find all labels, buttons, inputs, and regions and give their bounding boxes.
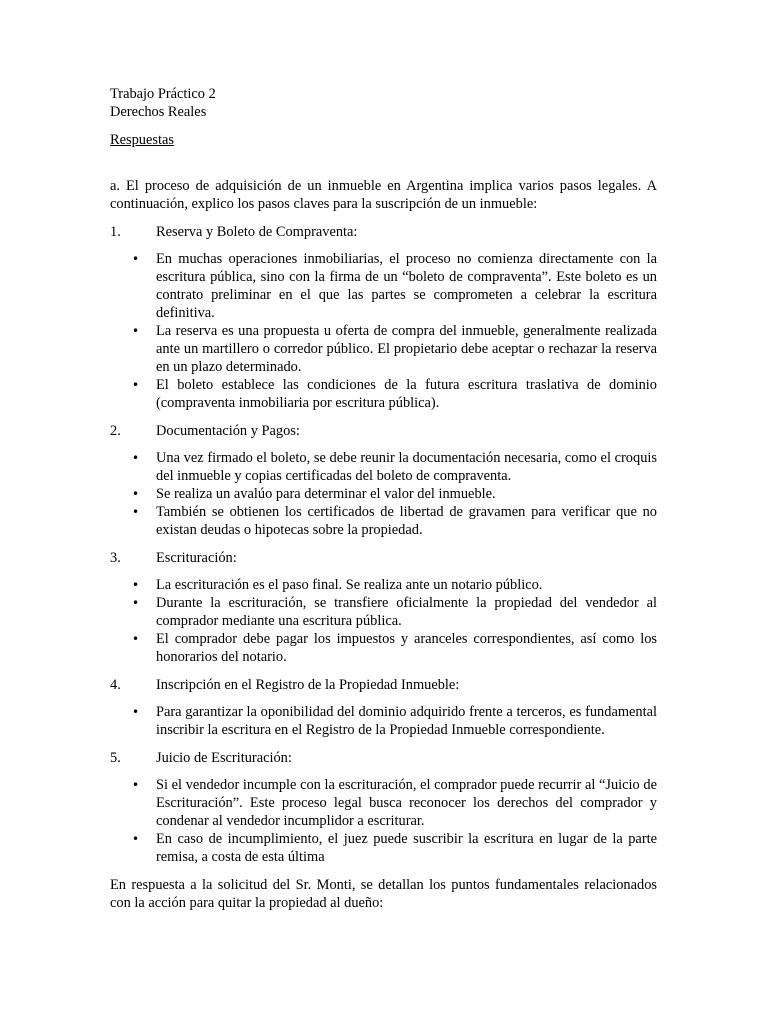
bullet-text: La escrituración es el paso final. Se realiza ante un notario público. (156, 577, 543, 593)
step-heading (110, 676, 657, 694)
bullet-icon: • (132, 832, 140, 846)
bullet-text: Se realiza un avalúo para determinar el valor del inmueble. (156, 486, 496, 502)
bullet-text: Durante la escrituración, se transfiere oficialmente la propiedad del vendedor al comprador mediante una escritura pública. (156, 595, 657, 629)
step-bullet-list (110, 776, 657, 866)
document-body (110, 85, 657, 912)
bullet-icon: • (132, 778, 140, 792)
step-heading (110, 549, 657, 567)
list-item (110, 703, 657, 739)
responses-heading: Respuestas (110, 132, 174, 148)
bullet-icon: • (132, 596, 140, 610)
bullet-icon: • (132, 487, 140, 501)
list-item (110, 503, 657, 539)
step-title: Escrituración: (156, 550, 237, 566)
list-item (110, 322, 657, 376)
list-item (110, 449, 657, 485)
step-number: 2. (110, 423, 121, 439)
bullet-text: El comprador debe pagar los impuestos y aranceles correspondientes, así como los honorarios del notario. (156, 631, 657, 665)
step-section (110, 749, 657, 866)
document-subject: Derechos Reales (110, 104, 207, 120)
step-title: Juicio de Escrituración: (156, 750, 292, 766)
list-item (110, 576, 657, 594)
bullet-icon: • (132, 324, 140, 338)
step-title: Documentación y Pagos: (156, 423, 300, 439)
step-bullet-list (110, 576, 657, 666)
list-item (110, 776, 657, 830)
closing-paragraph: En respuesta a la solicitud del Sr. Monti, se detallan los puntos fundamentales relacionados con la acción para quitar la propiedad al dueño: (110, 877, 657, 911)
step-number: 1. (110, 224, 121, 240)
bullet-text: También se obtienen los certificados de libertad de gravamen para verificar que no existan deudas o hipotecas sobre la propiedad. (156, 504, 657, 538)
bullet-icon: • (132, 705, 140, 719)
step-section (110, 549, 657, 666)
bullet-text: Una vez firmado el boleto, se debe reunir la documentación necesaria, como el croquis del inmueble y copias certificadas del boleto de compraventa. (156, 450, 657, 484)
bullet-text: En muchas operaciones inmobiliarias, el proceso no comienza directamente con la escritura pública, sino con la firma de un “boleto de compraventa”. Este boleto es un contrato preliminar en el que las partes se comprometen a celebrar la escritura definitiva. (156, 251, 657, 321)
list-item (110, 485, 657, 503)
step-bullet-list (110, 449, 657, 539)
bullet-icon: • (132, 451, 140, 465)
bullet-icon: • (132, 378, 140, 392)
step-section (110, 223, 657, 412)
step-number: 5. (110, 750, 121, 766)
document-title: Trabajo Práctico 2 (110, 86, 216, 102)
step-bullet-list (110, 703, 657, 739)
step-bullet-list (110, 250, 657, 412)
list-item (110, 250, 657, 322)
bullet-text: Para garantizar la oponibilidad del dominio adquirido frente a terceros, es fundamental inscribir la escritura en el Registro de la Propiedad Inmueble correspondiente. (156, 704, 657, 738)
step-heading (110, 422, 657, 440)
steps-list (110, 223, 657, 866)
list-item (110, 594, 657, 630)
bullet-icon: • (132, 252, 140, 266)
bullet-text: El boleto establece las condiciones de la futura escritura traslativa de dominio (compraventa inmobiliaria por escritura pública). (156, 377, 657, 411)
bullet-text: En caso de incumplimiento, el juez puede suscribir la escritura en lugar de la parte remisa, a costa de esta última (156, 831, 657, 865)
intro-paragraph: a. El proceso de adquisición de un inmueble en Argentina implica varios pasos legales. A continuación, explico los pasos claves para la suscripción de un inmueble: (110, 178, 657, 212)
step-heading (110, 749, 657, 767)
bullet-text: La reserva es una propuesta u oferta de compra del inmueble, generalmente realizada ante un martillero o corredor público. El propietario debe aceptar o rechazar la reserva en un plazo determinado. (156, 323, 657, 375)
list-item (110, 376, 657, 412)
list-item (110, 630, 657, 666)
step-number: 4. (110, 677, 121, 693)
step-heading (110, 223, 657, 241)
step-number: 3. (110, 550, 121, 566)
step-title: Reserva y Boleto de Compraventa: (156, 224, 358, 240)
bullet-icon: • (132, 578, 140, 592)
bullet-text: Si el vendedor incumple con la escrituración, el comprador puede recurrir al “Juicio de Escrituración”. Este proceso legal busca reconocer los derechos del comprador y condenar al vendedor incumplidor a escriturar. (156, 777, 657, 829)
step-section (110, 422, 657, 539)
step-section (110, 676, 657, 739)
bullet-icon: • (132, 505, 140, 519)
bullet-icon: • (132, 632, 140, 646)
list-item (110, 830, 657, 866)
step-title: Inscripción en el Registro de la Propiedad Inmueble: (156, 677, 460, 693)
